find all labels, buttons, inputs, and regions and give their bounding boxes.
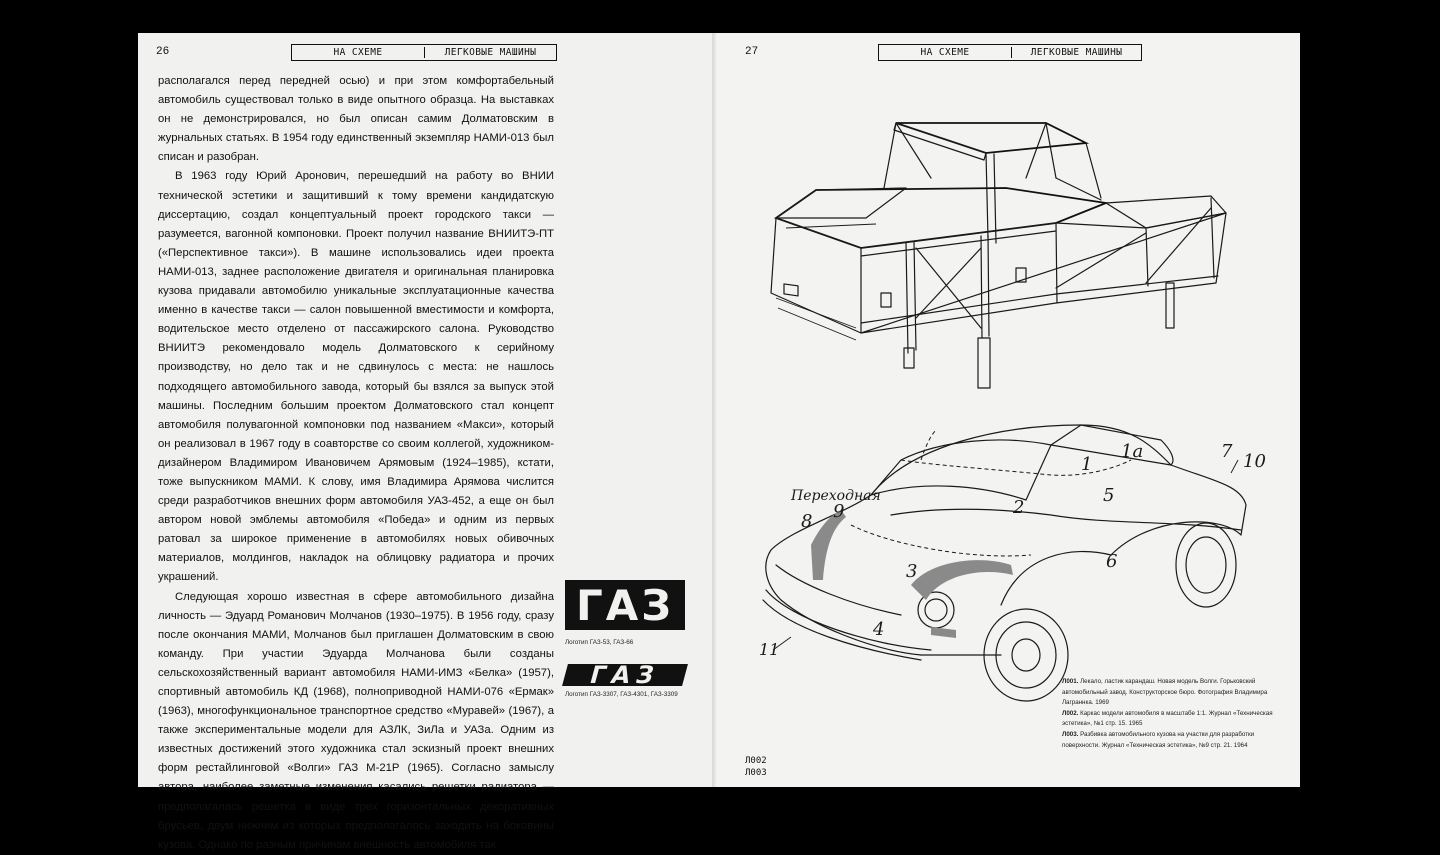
paragraph: В 1963 году Юрий Аронович, перешедший на работу во ВНИИ технической эстетики и защитивший к тому времени кандидатскую диссертацию, создал концептуальный проект городского такси — разумеется, вагонной компоновки. Проект получил название ВНИИТЭ-ПТ («Перспективное такси»). В машине использовались идеи проекта НАМИ-013, заднее расположение двигателя и оригинальная планировка кузова придавали автомобилю уникальные эксплуатационные качества именно в качестве такси — салон повышенной вместимости и комфорта, водительское место отделено от пассажирского салона. Руководство ВНИИТЭ рекомендовало модель Долматовского к серийному производству, но дело так и не сдвинулось с места: не нашлось подходящего автомобильного завода, который бы взялся за выпуск этой машины. Последним большим проектом Долматовского стал концепт автомобиля полувагонной компоновки под названием «Макси», который он реализовал в 1967 году в соавторстве со своим коллегой, художником-дизайнером Владимиром Ивановичем Арямовым (1924–1985), кстати, тоже выпускником МАМИ. К слову, имя Владимира Арямова числится среди разработчиков внешних форм автомобиля УАЗ-452, а еще он был автором новой эмблемы автомобиля «Победа» и одним из первых ратовал за широкое применение в автомобилях новых обивочных материалов, молдингов, накладок на облицовку радиатора и прочих украшений. [158, 170, 554, 584]
credit-text: Каркас модели автомобиля в масштабе 1:1. Журнал «Техническая эстетика», №1 стр. 15. 1965 [1062, 709, 1273, 728]
page-number-left: 26 [156, 46, 170, 58]
credit-code: Л001. [1062, 678, 1079, 685]
gaz-logo-old [565, 580, 685, 630]
label-9: 9 [833, 501, 845, 522]
page-number-right: 27 [745, 46, 759, 58]
header-topic: ЛЕГКОВЫЕ МАШИНЫ [1030, 47, 1123, 58]
credit-item [1062, 730, 1292, 751]
right-page [716, 33, 1300, 787]
label-8: 8 [801, 511, 813, 532]
credit-code: Л003. [1062, 730, 1079, 738]
transition-label: Переходная [791, 488, 881, 504]
label-6: 6 [1106, 551, 1118, 572]
header-topic: ЛЕГКОВЫЕ МАШИНЫ [444, 47, 537, 58]
figure-refs [745, 755, 767, 779]
gaz-logo-new [562, 661, 688, 689]
ref-code: Л002 [745, 756, 767, 766]
credit-item [1062, 709, 1292, 730]
credit-code: Л002. [1062, 709, 1079, 717]
label-3: 3 [906, 561, 918, 582]
label-5: 5 [1103, 485, 1115, 506]
paragraph: располагался перед передней осью) и при этом комфортабельный автомобиль существовал только в виде опытного образца. На выставках он не демонстрировался, но был описан самим Долматовским в журнальных статьях. В 1954 году единственный экземпляр НАМИ-013 был списан и разобран. [158, 75, 554, 164]
header-section: НА СХЕМЕ [920, 47, 970, 58]
ref-code: Л003 [745, 768, 767, 778]
logo-caption: Логотип ГАЗ-3307, ГАЗ-4301, ГАЗ-3309 [565, 691, 678, 698]
credit-item [1062, 677, 1292, 709]
car-body-surfaces-drawing [751, 405, 1271, 695]
credit-text: Лекало, ластик карандаш. Новая модель Волги. Горьковский автомобильный завод. Конструкторское бюро. Фотография Владимира Лаграннка. 1969 [1062, 678, 1268, 707]
label-7: 7 [1221, 441, 1233, 462]
label-11: 11 [759, 640, 780, 659]
logo-text: ГАЗ [575, 580, 675, 630]
logo-text: ГАЗ [586, 661, 664, 689]
label-10: 10 [1243, 451, 1266, 472]
header-section: НА СХЕМЕ [333, 47, 383, 58]
credit-text: Разбивка автомобильного кузова на участки для разработки поверхности. Журнал «Техническая эстетика», №9 стр. 21. 1964 [1062, 730, 1255, 749]
running-header-right [878, 44, 1142, 61]
article-body [158, 72, 554, 855]
running-header-left [291, 44, 557, 61]
label-1: 1 [1081, 454, 1093, 475]
left-page [138, 33, 712, 851]
paragraph: Следующая хорошо известная в сфере автомобильного дизайна личность — Эдуард Романович Молчанов (1930–1975). В 1956 году, сразу после окончания МАМИ, Молчанов был приглашен Долматовским в свою команду. При участии Эдуарда Молчанова были созданы сельскохозяйственный вариант автомобиля НАМИ-ИМЗ «Белка» (1957), спортивный автомобиль КД (1968), полноприводной НАМИ-076 «Ермак» (1963), многофункциональное транспортное средство «Муравей» (1967), а также экспериментальные модели для АЗЛК, ЗиЛа и УАЗа. Одним из известных достижений этого художника стал эскизный проект внешних форм рестайлинговой «Волги» ГАЗ М-21Р (1965). Согласно замыслу автора, наиболее заметные изменения касались решетки радиатора — предполагалась решетка в виде трех горизонтальных декоративных брусьев, двум нижним из которых предполагалось заходить на боковины кузова. Однако по разным причинам внешность автомобиля так [158, 590, 554, 851]
label-1a: 1а [1121, 441, 1144, 462]
car-frame-drawing [756, 118, 1256, 408]
label-4: 4 [873, 619, 885, 640]
label-2: 2 [1013, 497, 1025, 518]
figure-credits [1062, 677, 1292, 751]
logo-caption: Логотип ГАЗ-53, ГАЗ-66 [565, 639, 634, 646]
